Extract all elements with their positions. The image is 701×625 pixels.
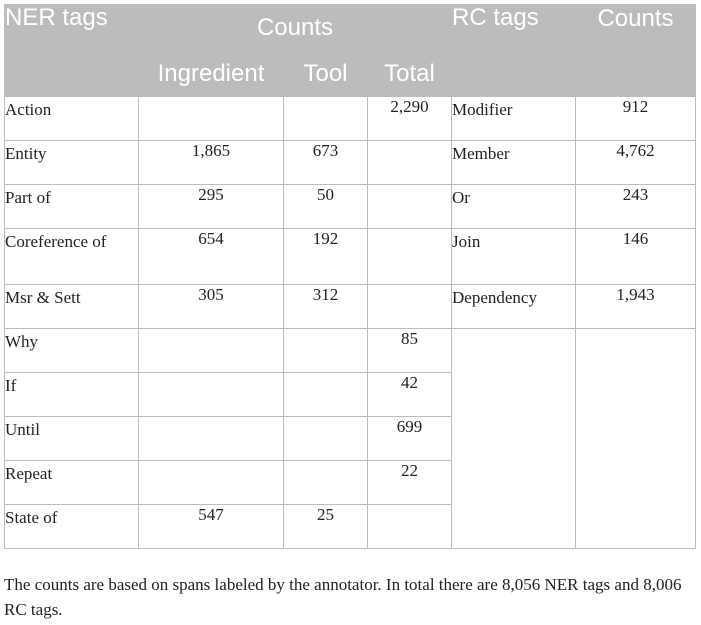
tool-cell: 25	[284, 505, 368, 549]
table-header	[5, 5, 696, 97]
header-tool: Tool	[284, 52, 368, 97]
total-cell	[368, 141, 452, 185]
rc-tag-cell: Member	[452, 141, 576, 185]
total-cell: 42	[368, 373, 452, 417]
rc-count-cell: 912	[576, 97, 696, 141]
ingredient-cell: 654	[139, 229, 284, 285]
tool-cell	[284, 417, 368, 461]
rc-count-cell: 146	[576, 229, 696, 285]
table-row	[5, 329, 696, 373]
table-row	[5, 285, 696, 329]
ner-tag-cell: State of	[5, 505, 139, 549]
table-body	[5, 97, 696, 549]
header-rc-tags: RC tags	[452, 5, 576, 97]
header-counts: Counts	[139, 5, 452, 52]
total-cell: 699	[368, 417, 452, 461]
ingredient-cell: 305	[139, 285, 284, 329]
tool-cell	[284, 461, 368, 505]
table-row	[5, 141, 696, 185]
ingredient-cell	[139, 97, 284, 141]
tool-cell	[284, 373, 368, 417]
rc-tag-empty-cell	[452, 329, 576, 549]
ner-tag-cell: Repeat	[5, 461, 139, 505]
rc-tag-cell: Dependency	[452, 285, 576, 329]
total-cell	[368, 229, 452, 285]
ner-tag-cell: Action	[5, 97, 139, 141]
ner-tag-cell: Until	[5, 417, 139, 461]
table-row	[5, 97, 696, 141]
ingredient-cell	[139, 461, 284, 505]
ner-tag-cell: Why	[5, 329, 139, 373]
ner-tag-cell: Part of	[5, 185, 139, 229]
ingredient-cell	[139, 373, 284, 417]
tool-cell: 50	[284, 185, 368, 229]
total-cell	[368, 285, 452, 329]
header-rc-counts: Counts	[576, 5, 696, 97]
ingredient-cell: 1,865	[139, 141, 284, 185]
rc-count-cell: 1,943	[576, 285, 696, 329]
rc-tag-cell: Modifier	[452, 97, 576, 141]
table-row	[5, 185, 696, 229]
rc-tag-cell: Or	[452, 185, 576, 229]
total-cell	[368, 505, 452, 549]
tool-cell: 192	[284, 229, 368, 285]
tool-cell: 312	[284, 285, 368, 329]
header-total: Total	[368, 52, 452, 97]
ner-rc-counts-table	[4, 4, 696, 549]
header-ingredient: Ingredient	[139, 52, 284, 97]
total-cell: 2,290	[368, 97, 452, 141]
tool-cell: 673	[284, 141, 368, 185]
table-row	[5, 229, 696, 285]
table-footnote: The counts are based on spans labeled by the annotator. In total there are 8,056 NER tags and 8,006 RC tags.	[4, 575, 682, 619]
ingredient-cell: 547	[139, 505, 284, 549]
header-ner-tags: NER tags	[5, 5, 139, 97]
ingredient-cell	[139, 329, 284, 373]
ingredient-cell	[139, 417, 284, 461]
ner-tag-cell: If	[5, 373, 139, 417]
rc-count-cell: 243	[576, 185, 696, 229]
ner-tag-cell: Entity	[5, 141, 139, 185]
rc-count-empty-cell	[576, 329, 696, 549]
total-cell: 85	[368, 329, 452, 373]
rc-count-cell: 4,762	[576, 141, 696, 185]
total-cell	[368, 185, 452, 229]
ner-tag-cell: Coreference of	[5, 229, 139, 285]
tool-cell	[284, 97, 368, 141]
ner-tag-cell: Msr & Sett	[5, 285, 139, 329]
total-cell: 22	[368, 461, 452, 505]
tool-cell	[284, 329, 368, 373]
rc-tag-cell: Join	[452, 229, 576, 285]
ingredient-cell: 295	[139, 185, 284, 229]
